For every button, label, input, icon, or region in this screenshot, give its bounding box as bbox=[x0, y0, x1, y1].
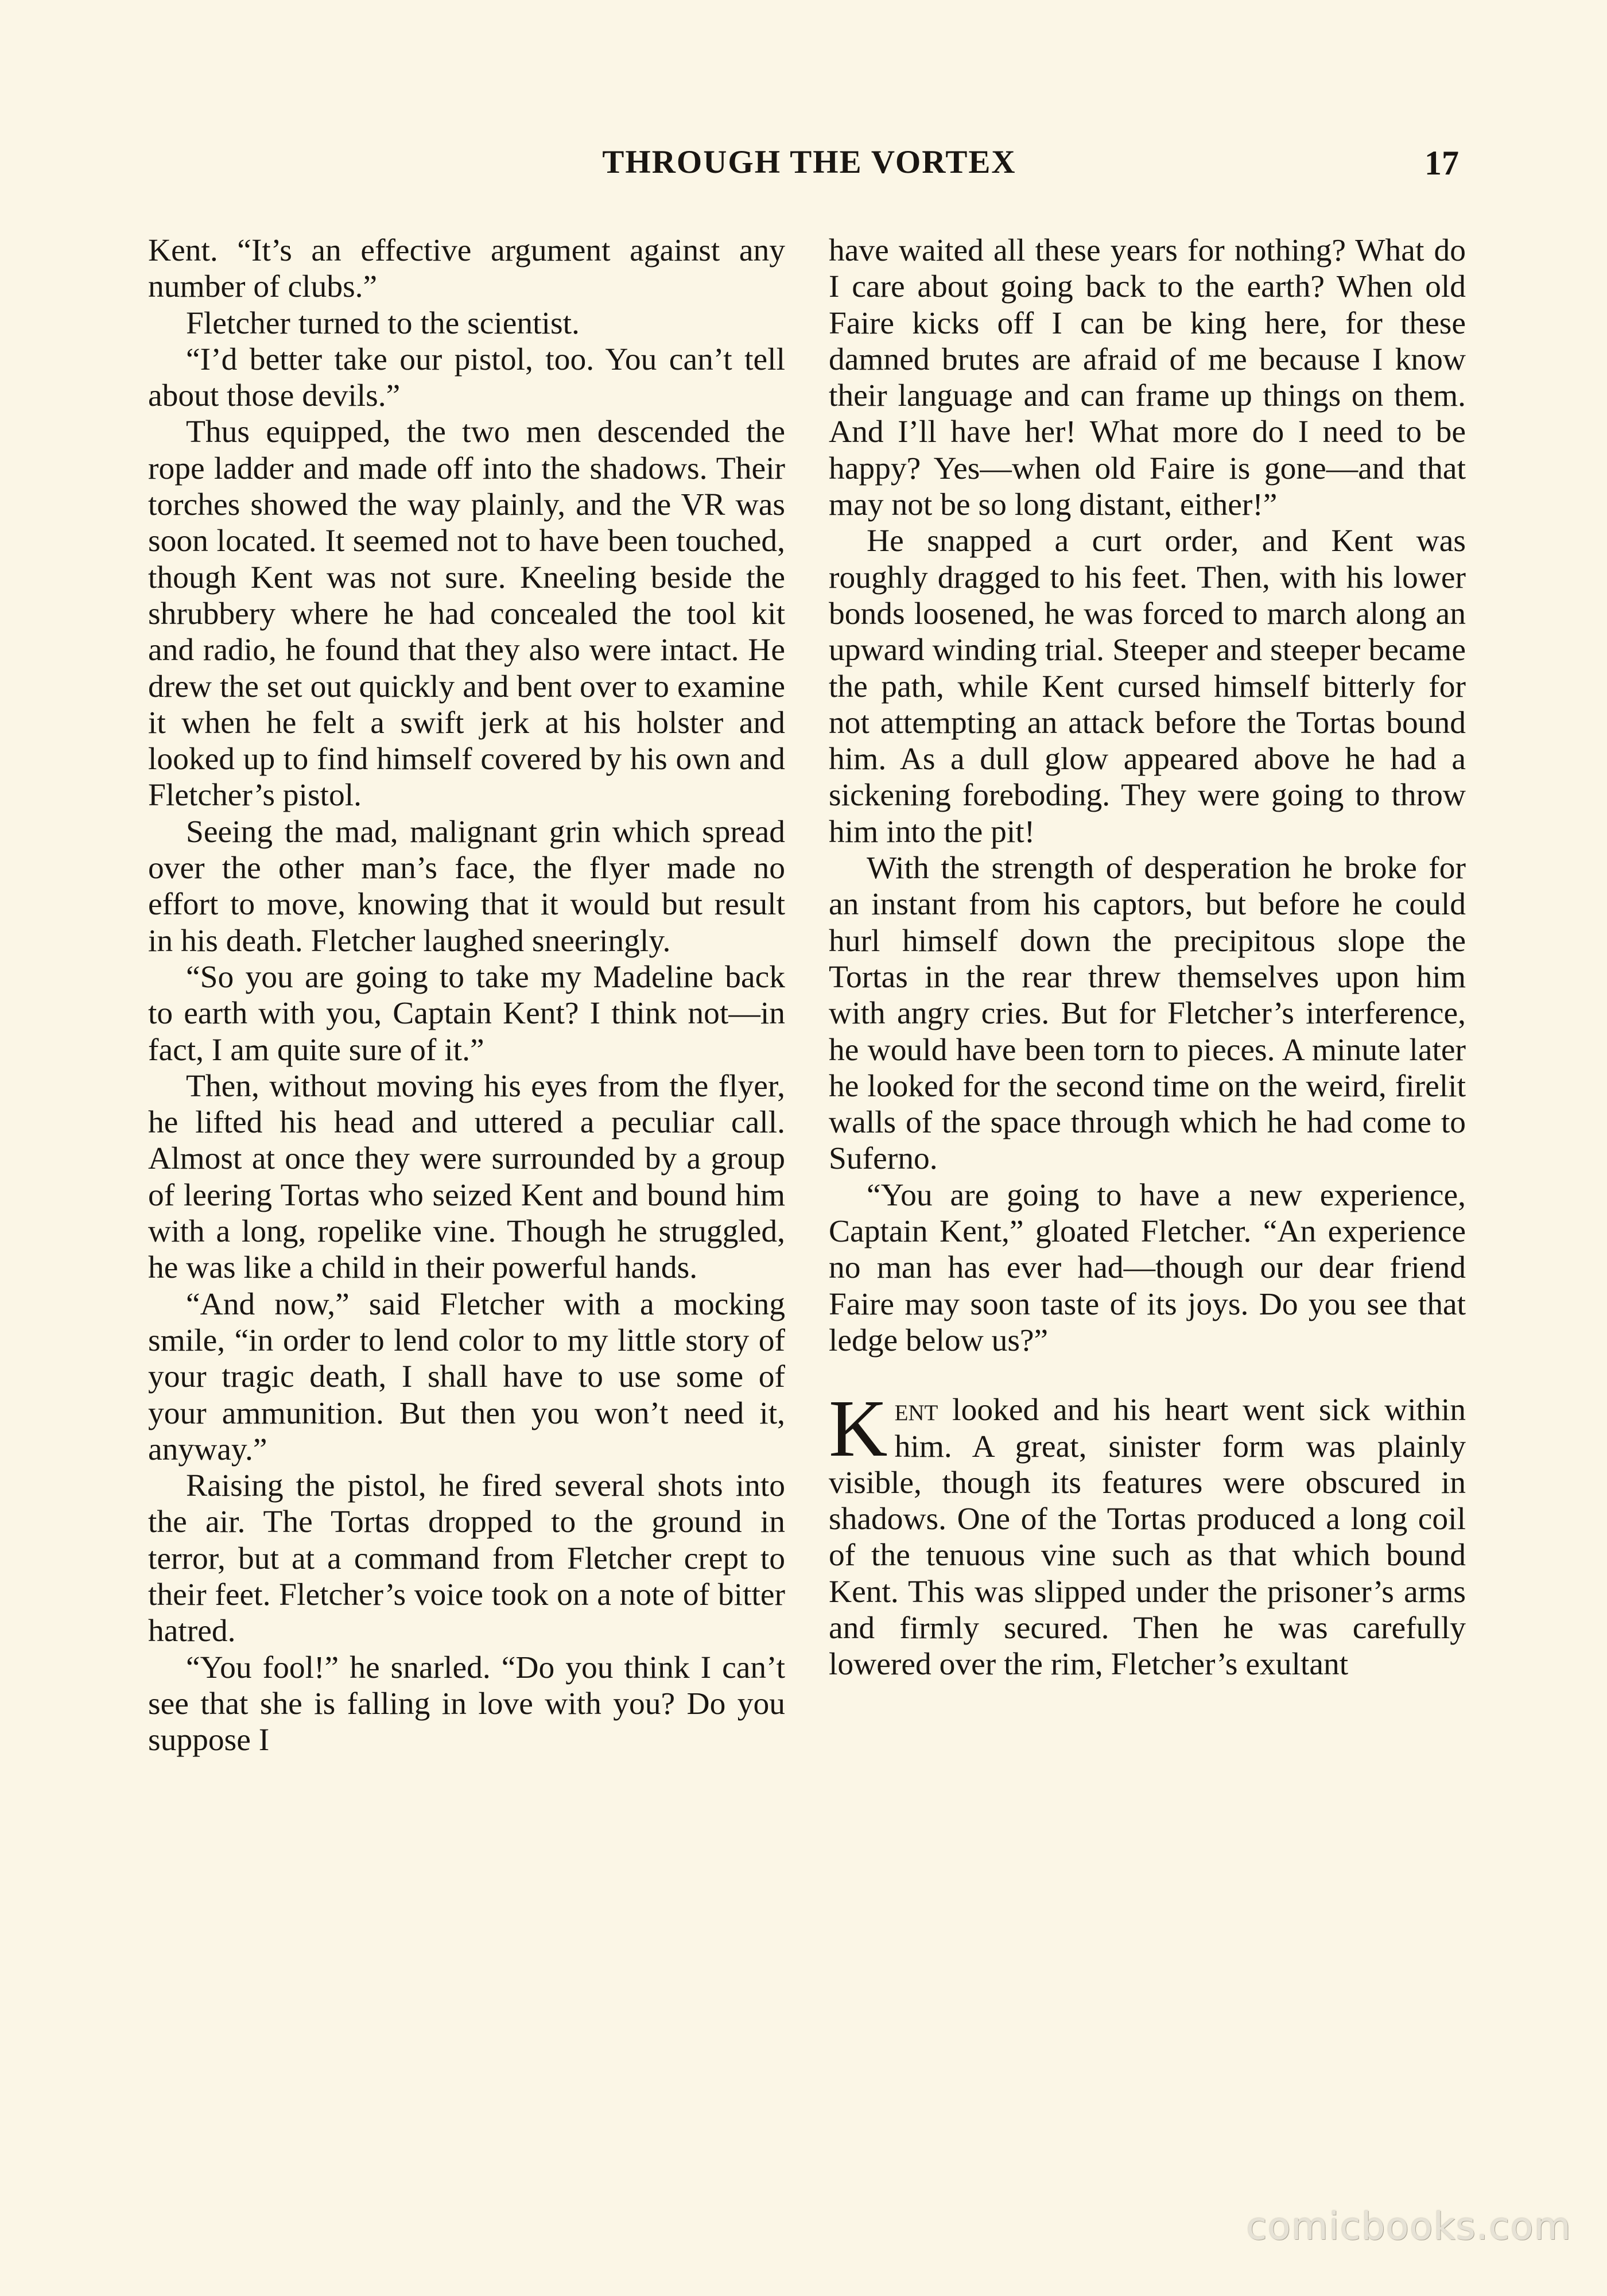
left-column bbox=[148, 232, 785, 1758]
paragraph: Seeing the mad, malignant grin which spread over the other man’s face, the flyer made no effort to move, knowing that it would but result in his death. Fletcher laughed sneeringly. bbox=[148, 814, 785, 959]
paragraph: Thus equipped, the two men descended the rope ladder and made off into the shadows. Their torches showed the way plainly, and the VR was soon located. It seemed not to have been touched, though Kent was not sure. Kneeling beside the shrubbery where he had concealed the tool kit and radio, he found that they also were intact. He drew the set out quickly and bent over to examine it when he felt a swift jerk at his holster and looked up to find himself covered by his own and Fletcher’s pistol. bbox=[148, 414, 785, 813]
paragraph: Raising the pistol, he fired several shots into the air. The Tortas dropped to the ground in terror, but at a command from Fletcher crept to their feet. Fletcher’s voice took on a note of bitter hatred. bbox=[148, 1468, 785, 1649]
paragraph: With the strength of desperation he broke for an instant from his captors, but before he could hurl himself down the precipitous slope the Tortas in the rear threw themselves upon him with angry cries. But for Fletcher’s interference, he would have been torn to pieces. A minute later he looked for the second time on the weird, firelit walls of the space through which he had come to Suferno. bbox=[829, 851, 1466, 1177]
small-caps-lead: ent bbox=[894, 1393, 938, 1428]
paragraph: “I’d better take our pistol, too. You can’t tell about those devils.” bbox=[148, 342, 785, 414]
paragraph: “You fool!” he snarled. “Do you think I can’t see that she is falling in love with you? Do you suppose I bbox=[148, 1650, 785, 1758]
paragraph: Kent. “It’s an effective argument against any number of clubs.” bbox=[148, 233, 785, 305]
paragraph: “You are going to have a new experience, Captain Kent,” gloated Fletcher. “An experience no man has ever had—though our dear friend Faire may soon taste of its joys. Do you see that ledge below us?” bbox=[829, 1177, 1466, 1358]
paragraph: “And now,” said Fletcher with a mocking smile, “in order to lend color to my little story of your tragic death, I shall have to use some of your ammunition. But then you won’t need it, anyway.” bbox=[148, 1286, 785, 1467]
section-opening-paragraph bbox=[829, 1383, 1466, 1682]
paragraph: have waited all these years for nothing? What do I care about going back to the earth? When old Faire kicks off I can be king here, for these damned brutes are afraid of me because I know their language and can frame up things on them. And I’ll have her! What more do I need to be happy? Yes—when old Faire is gone—and that may not be so long distant, either!” bbox=[829, 233, 1466, 523]
paragraph: He snapped a curt order, and Kent was roughly dragged to his feet. Then, with his lower bonds loosened, he was forced to march along an upward winding trial. Steeper and steeper became the path, while Kent cursed himself bitterly for not attempting an attack before the Tortas bound him. As a dull glow appeared above he had a sickening foreboding. They were going to throw him into the pit! bbox=[829, 523, 1466, 850]
section-text: looked and his heart went sick within him. A great, sinister form was plainly visible, though its features were obscured in shadows. One of the Tortas produced a long coil of the tenuous vine such as that which bound Kent. This was slipped under the prisoner’s arms and firmly secured. Then he was carefully lowered over the rim, Fletcher’s exultant bbox=[829, 1393, 1466, 1682]
right-column bbox=[829, 232, 1466, 1683]
paragraph: Then, without moving his eyes from the flyer, he lifted his head and uttered a peculiar call. Almost at once they were surrounded by a group of leering Tortas who seized Kent and bound him with a long, ropelike vine. Though he struggled, he was like a child in their powerful hands. bbox=[148, 1068, 785, 1286]
page-number: 17 bbox=[1424, 144, 1459, 182]
paragraph: “So you are going to take my Madeline back to earth with you, Captain Kent? I think not—in fact, I am quite sure of it.” bbox=[148, 959, 785, 1068]
running-title: THROUGH THE VORTEX bbox=[602, 144, 1016, 180]
site-watermark: comicbooks.com bbox=[1246, 2204, 1571, 2248]
paragraph: Fletcher turned to the scientist. bbox=[186, 305, 580, 341]
drop-cap: K bbox=[829, 1383, 888, 1474]
